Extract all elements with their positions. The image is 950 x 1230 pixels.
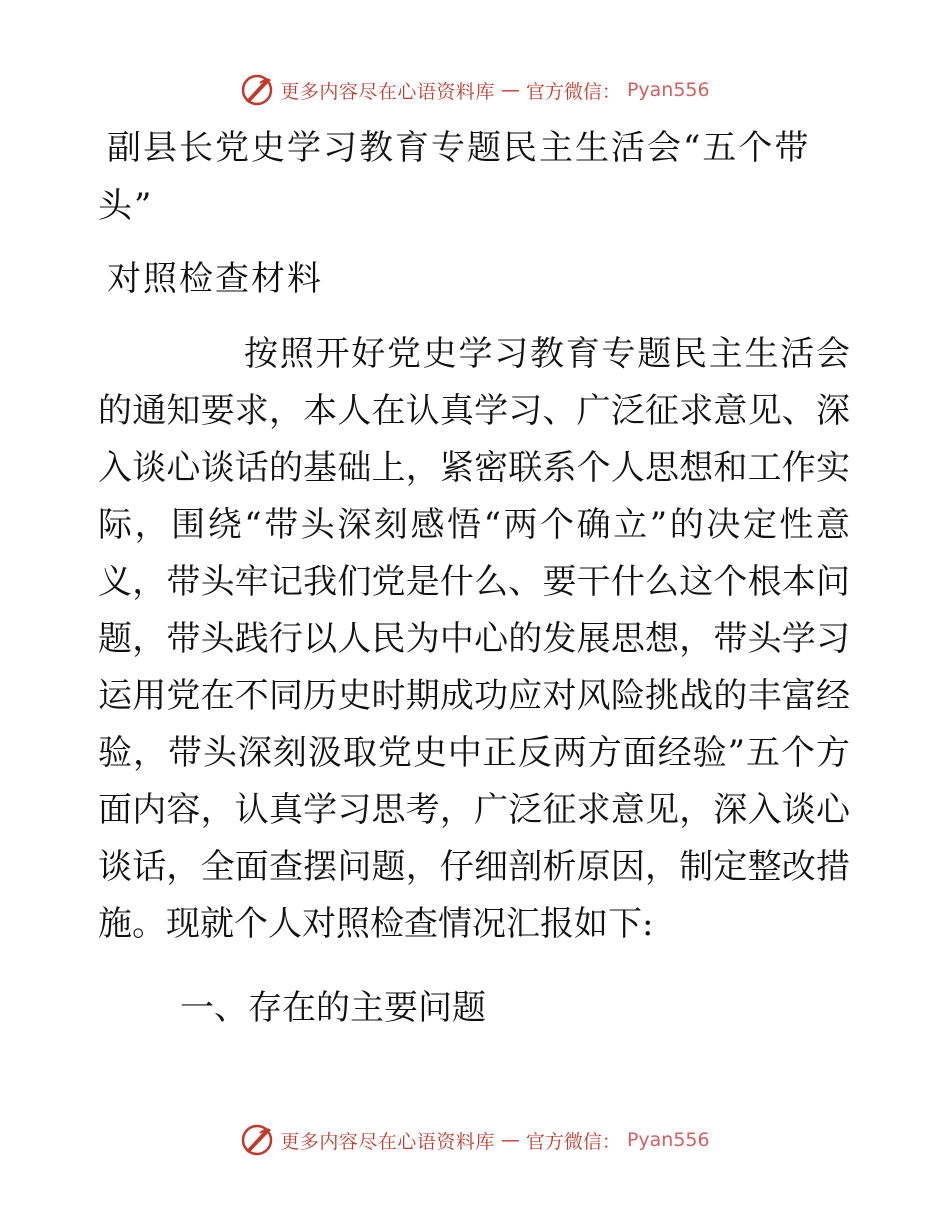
- watermark-separator: —: [500, 1129, 520, 1151]
- document-title-line-3: 对照检查材料: [107, 259, 323, 299]
- watermark-handle: Pyan556: [626, 1129, 710, 1151]
- document-title-line-1: 副县长党史学习教育专题民主生活会“五个带: [107, 128, 811, 168]
- watermark-separator: —: [500, 79, 520, 101]
- quill-logo-icon: [240, 73, 274, 107]
- watermark-main-text: 更多内容尽在心语资料库: [280, 80, 495, 103]
- document-body-paragraph: 按照开好党史学习教育专题民主生活会的通知要求，本人在认真学习、广泛征求意见、深入谈心谈话的基础上，紧密联系个人思想和工作实际，围绕“带头深刻感悟“两个确立”的决定性意义，带头牢记我们党是什么、要干什么这个根本问题，带头践行以人民为中心的发展思想，带头学习运用党在不同历史时期成功应对风险挑战的丰富经验，带头深刻汲取党史中正反两方面经验”五个方面内容，认真学习思考，广泛征求意见，深入谈心谈话，全面查摆问题，仔细剖析原因，制定整改措施。现就个人对照检查情况汇报如下:: [98, 334, 850, 944]
- header-watermark: [0, 70, 950, 110]
- watermark-label: 官方微信：: [525, 80, 621, 103]
- document-title-line-2: 头”: [98, 186, 154, 226]
- footer-watermark: [0, 1120, 950, 1160]
- quill-logo-icon: [240, 1123, 274, 1157]
- watermark-handle: Pyan556: [626, 79, 710, 101]
- watermark-label: 官方微信：: [525, 1130, 621, 1153]
- watermark-main-text: 更多内容尽在心语资料库: [280, 1130, 495, 1153]
- section-heading: 一、存在的主要问题: [180, 988, 486, 1028]
